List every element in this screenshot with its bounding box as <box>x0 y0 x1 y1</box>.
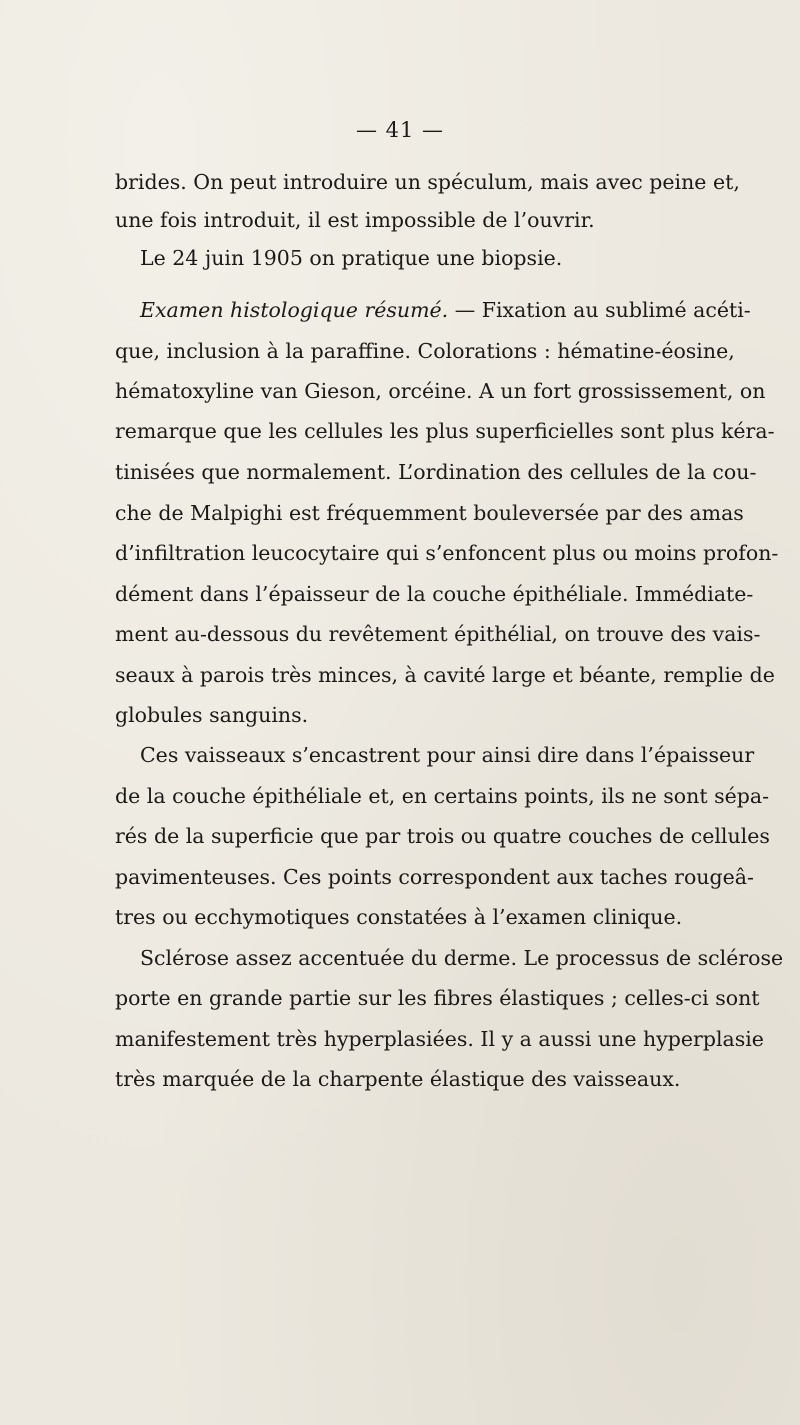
text-line <box>140 298 751 322</box>
text-line: une fois introduit, il est impossible de l’ouvrir. <box>115 208 595 232</box>
text-line: manifestement très hyperplasiées. Il y a aussi une hyperplasie <box>115 1027 764 1051</box>
text-fragment: — Fixation au sublimé acéti- <box>448 298 751 322</box>
page-number: — 41 — <box>355 118 445 142</box>
text-line: che de Malpighi est fréquemment bouleversée par des amas <box>115 501 744 525</box>
text-line: très marquée de la charpente élastique des vaisseaux. <box>115 1067 681 1091</box>
text-line: de la couche épithéliale et, en certains points, ils ne sont sépa- <box>115 784 770 808</box>
text-line: tinisées que normalement. L’ordination des cellules de la cou- <box>115 460 757 484</box>
text-line: hématoxyline van Gieson, orcéine. A un fort grossissement, on <box>115 379 766 403</box>
text-line: rés de la superficie que par trois ou quatre couches de cellules <box>115 824 770 848</box>
text-line: que, inclusion à la paraffine. Colorations : hématine-éosine, <box>115 339 735 363</box>
text-line: porte en grande partie sur les fibres élastiques ; celles-ci sont <box>115 986 760 1010</box>
text-line: ment au-dessous du revêtement épithélial, on trouve des vais- <box>115 622 761 646</box>
section-heading: Examen histologique résumé. <box>140 298 449 322</box>
text-line: seaux à parois très minces, à cavité large et béante, remplie de <box>115 663 775 687</box>
text-line: brides. On peut introduire un spéculum, mais avec peine et, <box>115 170 740 194</box>
text-line: d’infiltration leucocytaire qui s’enfoncent plus ou moins profon- <box>115 541 779 565</box>
text-line: Ces vaisseaux s’encastrent pour ainsi dire dans l’épaisseur <box>140 743 755 767</box>
text-line: remarque que les cellules les plus superficielles sont plus kéra- <box>115 419 775 443</box>
text-line: dément dans l’épaisseur de la couche épithéliale. Immédiate- <box>115 582 754 606</box>
text-line: tres ou ecchymotiques constatées à l’examen clinique. <box>115 905 683 929</box>
text-line: Sclérose assez accentuée du derme. Le processus de sclérose <box>140 946 784 970</box>
text-line: pavimenteuses. Ces points correspondent aux taches rougeâ- <box>115 865 754 889</box>
text-line: globules sanguins. <box>115 703 309 727</box>
text-line: Le 24 juin 1905 on pratique une biopsie. <box>140 246 563 270</box>
